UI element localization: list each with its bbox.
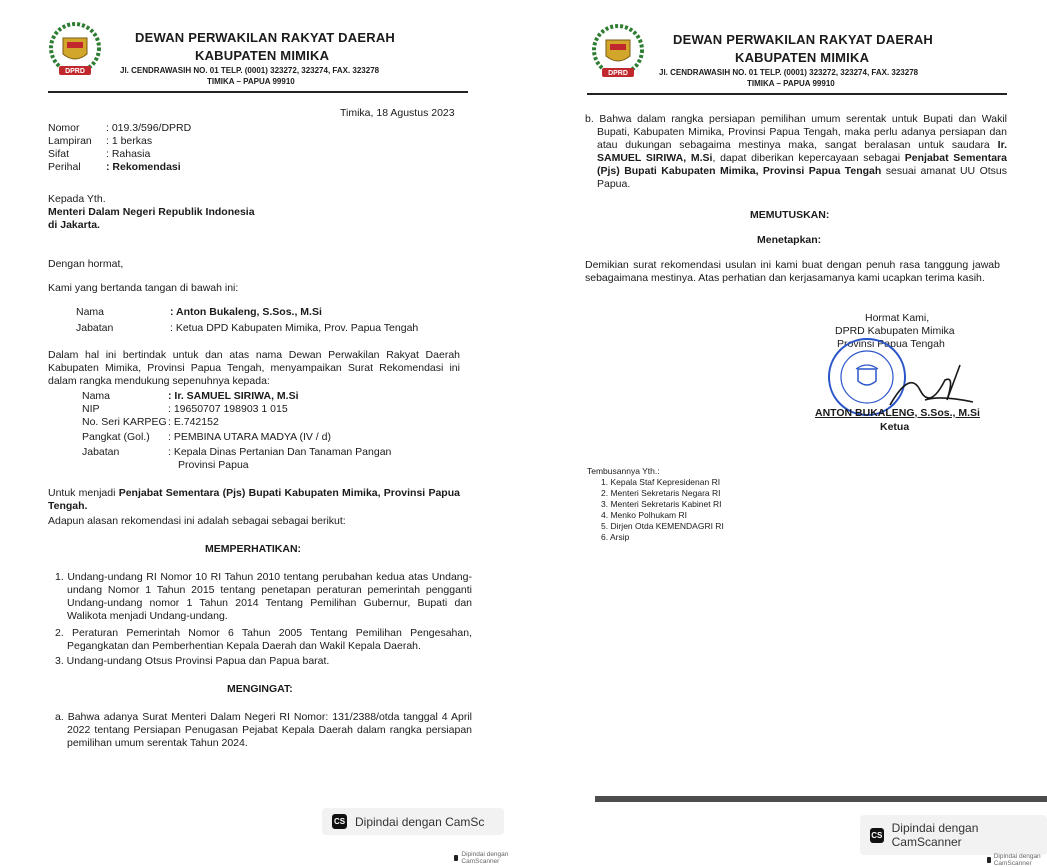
reasons-intro: Adapun alasan rekomendasi ini adalah sebagai sebagai berikut:	[48, 515, 346, 527]
acting-paragraph: Dalam hal ini bertindak untuk dan atas nama Dewan Perwakilan Rakyat Daerah Kabupaten Mimika, Provinsi Papua Tengah, menyampaikan Surat Rekomendasi ini dalam rangka mendukung sepenuhnya kepada:	[48, 349, 460, 387]
letterhead-rule	[48, 91, 468, 93]
scanner-badge	[860, 815, 1047, 855]
letterhead-rule	[587, 93, 1007, 95]
signer-table	[76, 306, 418, 335]
letterhead-city: TIMIKA – PAPUA 99910	[207, 77, 295, 86]
cc-item: 6. Arsip	[601, 532, 630, 542]
cc-item: 3. Menteri Sekretaris Kabinet RI	[601, 499, 722, 509]
meta-table	[48, 122, 191, 174]
cc-item: 2. Menteri Sekretaris Negara RI	[601, 488, 721, 498]
heading-memutuskan: MEMUTUSKAN:	[750, 209, 830, 221]
candidate-value: : 19650707 198903 1 015	[168, 403, 288, 415]
sign-name: ANTON BUKALENG, S.Sos., M.Si	[815, 407, 980, 419]
letterhead-regency: KABUPATEN MIMIKA	[195, 48, 330, 63]
letterhead-regency: KABUPATEN MIMIKA	[735, 50, 870, 65]
closing-paragraph: Demikian surat rekomendasi usulan ini kami buat dengan penuh rasa tanggung jawab sebagaimana mestinya. Atas perhatian dan kerjasamanya kami ucapkan terima kasih.	[585, 259, 1000, 284]
candidate-label: Nama	[82, 390, 111, 402]
meta-value: : 1 berkas	[106, 135, 153, 147]
letterhead-org: DEWAN PERWAKILAN RAKYAT DAERAH	[673, 32, 933, 47]
scanner-small-text: Dipindai dengan CamScanner	[454, 851, 525, 865]
memperhatikan-item: 1. Undang-undang RI Nomor 10 RI Tahun 2010 tentang perubahan kedua atas Undang-undang Nomor 1 Tahun 2015 tentang penetapan peraturan pemerintah pengganti Undang-undang nomor 1 Tahun 2014 Tentang Pemilihan Gubernur, Bupati dan Walikota menjadi Undang-undang.	[55, 571, 472, 622]
heading-memperhatikan: MEMPERHATIKAN:	[205, 543, 302, 555]
sign-title: Ketua	[880, 421, 910, 433]
heading-mengingat: MENGINGAT:	[227, 683, 293, 695]
to-place: di Jakarta.	[48, 219, 100, 231]
scanner-badge-text: Dipindai dengan CamScanner	[891, 821, 979, 849]
candidate-table	[82, 390, 391, 472]
candidate-value: : E.742152	[168, 416, 219, 428]
intro: Kami yang bertanda tangan di bawah ini:	[48, 282, 239, 294]
letterhead-address: Jl. CENDRAWASIH NO. 01 TELP. (0001) 323272, 323274, FAX. 323278	[659, 68, 919, 77]
camscanner-mini-icon	[454, 855, 458, 861]
meta-value: : Rahasia	[106, 148, 151, 160]
memperhatikan-item: 3. Undang-undang Otsus Provinsi Papua dan Papua barat.	[55, 655, 330, 667]
letterhead-address: Jl. CENDRAWASIH NO. 01 TELP. (0001) 323272, 323274, FAX. 323278	[120, 66, 380, 75]
sign-org: DPRD Kabupaten Mimika	[835, 325, 955, 337]
purpose-paragraph: Untuk menjadi Penjabat Sementara (Pjs) Bupati Kabupaten Mimika, Provinsi Papua Tengah.	[48, 487, 460, 512]
meta-value: : 019.3/596/DPRD	[106, 122, 192, 134]
candidate-value: : PEMBINA UTARA MADYA (IV / d)	[168, 431, 331, 443]
sign-regards: Hormat Kami,	[865, 312, 930, 324]
candidate-value-cont: Provinsi Papua	[178, 459, 249, 471]
meta-label: Nomor	[48, 122, 80, 134]
mengingat-item-a: a. Bahwa adanya Surat Menteri Dalam Negeri RI Nomor: 131/2388/otda tanggal 4 April 2022 tentang Persiapan Penugasan Pejabat Kepala Daerah dalam rangka persiapan pemilihan umum serentak Tahun 2024.	[55, 711, 472, 749]
signer-value: : Anton Bukaleng, S.Sos., M.Si	[170, 306, 322, 318]
scanner-small-text: Dipindai dengan CamScanner	[987, 853, 1047, 867]
candidate-label: Jabatan	[82, 446, 120, 458]
page-edge-shadow	[595, 796, 1047, 802]
letterhead-org: DEWAN PERWAKILAN RAKYAT DAERAH	[135, 30, 395, 45]
heading-menetapkan: Menetapkan:	[757, 234, 822, 246]
memperhatikan-item: 2. Peraturan Pemerintah Nomor 6 Tahun 2005 Tentang Pemilihan Pengesahan, Pegangkatan dan Pemberhentian Kepala Daerah dan Wakil Kepala Daerah.	[55, 627, 472, 652]
scanner-badge	[322, 808, 504, 835]
meta-label: Lampiran	[48, 135, 92, 147]
to-line: Kepada Yth.	[48, 193, 106, 205]
place-date: Timika, 18 Agustus 2023	[340, 107, 455, 119]
candidate-value: : Ir. SAMUEL SIRIWA, M.Si	[168, 390, 299, 402]
candidate-label: NIP	[82, 403, 100, 415]
cc-item: 1. Kepala Staf Kepresidenan RI	[601, 477, 721, 487]
svg-text:DPRD: DPRD	[65, 68, 85, 75]
camscanner-icon: CS	[870, 828, 884, 843]
to-name: Menteri Dalam Negeri Republik Indonesia	[48, 206, 255, 218]
camscanner-mini-icon	[987, 857, 991, 863]
scanner-badge-text: Dipindai dengan CamSc	[355, 814, 485, 829]
camscanner-icon: CS	[332, 814, 347, 829]
sign-province: Provinsi Papua Tengah	[837, 338, 945, 350]
cc-title: Tembusannya Yth.:	[587, 466, 660, 476]
letter-page-2	[525, 0, 1047, 866]
meta-label: Sifat	[48, 148, 70, 160]
signer-label: Nama	[76, 306, 105, 318]
candidate-value: : Kepala Dinas Pertanian Dan Tanaman Pangan	[168, 446, 392, 458]
svg-text:DPRD: DPRD	[608, 70, 628, 77]
signer-value: : Ketua DPD Kabupaten Mimika, Prov. Papua Tengah	[170, 322, 419, 334]
meta-label: Perihal	[48, 161, 81, 173]
candidate-label: Pangkat (Gol.)	[82, 431, 150, 443]
dprd-logo-icon	[45, 20, 105, 80]
mengingat-item-b: b. Bahwa dalam rangka persiapan pemilihan umum serentak untuk Bupati dan Wakil Bupati, Kabupaten Mimika, Provinsi Papua Tengah, maka perlu adanya persiapan dan atau dukungan sebagaima mestinya maka, sangat beralasan untuk saudara Ir. SAMUEL SIRIWA, M.Si, dapat diberikan kepercayaan sebagai Penjabat Sementara (Pjs) Bupati Kabupaten Mimika, Provinsi Papua Tengah sesuai amanat UU Otsus Papua.	[585, 113, 1007, 190]
meta-value: : Rekomendasi	[106, 161, 181, 173]
greeting: Dengan hormat,	[48, 258, 124, 270]
cc-list	[601, 477, 724, 543]
cc-item: 4. Menko Polhukam RI	[601, 510, 687, 520]
cc-item: 5. Dirjen Otda KEMENDAGRI RI	[601, 521, 724, 531]
signer-label: Jabatan	[76, 322, 114, 334]
letterhead-city: TIMIKA – PAPUA 99910	[747, 79, 835, 88]
dprd-logo-icon	[588, 22, 648, 82]
candidate-label: No. Seri KARPEG	[82, 416, 167, 428]
